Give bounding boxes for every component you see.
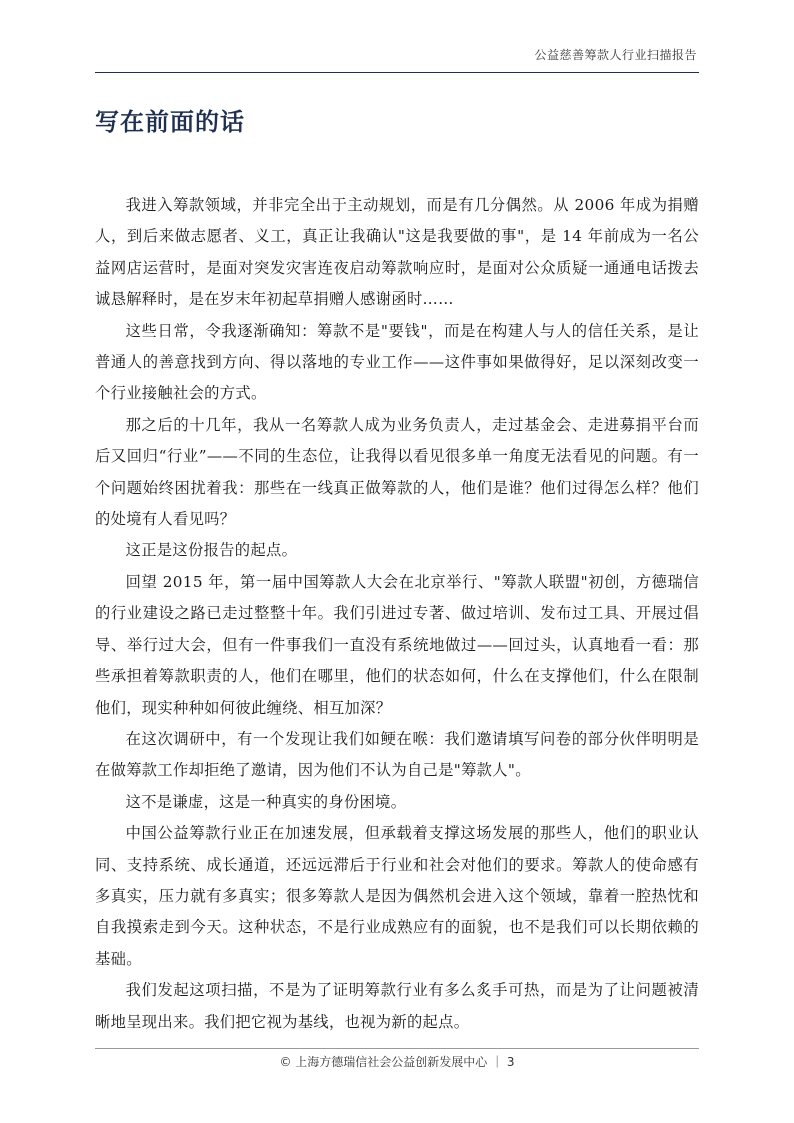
page-header: [95, 42, 699, 73]
paragraph-1: 我进入筹款领域，并非完全出于主动规划，而是有几分偶然。从 2006 年成为捐赠人，到后来做志愿者、义工，真正让我确认"这是我要做的事"，是 14 年前成为一名公益网店运营时，是面对突发灾害连夜启动筹款响应时，是面对公众质疑一通通电话拨去诚恳解释时，是在岁末年初起草捐赠人感谢函时……: [95, 196, 699, 309]
paragraph-2: 这些日常，令我逐渐确知：筹款不是"要钱"，而是在构建人与人的信任关系，是让普通人的善意找到方向、得以落地的专业工作——这件事如果做得好，足以深刻改变一个行业接触社会的方式。: [95, 321, 699, 403]
body-text: [95, 190, 699, 1038]
paragraph-9: 我们发起这项扫描，不是为了证明筹款行业有多么炙手可热，而是为了让问题被清晰地呈现出来。我们把它视为基线，也视为新的起点。: [95, 981, 699, 1031]
paragraph-7: 这不是谦虚，这是一种真实的身份困境。: [125, 792, 407, 811]
footer-text: © 上海方德瑞信社会公益创新发展中心 ｜ 3: [279, 1055, 515, 1069]
paragraph-5: 回望 2015 年，第一届中国筹款人大会在北京举行、"筹款人联盟"初创，方德瑞信的行业建设之路已走过整整十年。我们引进过专著、做过培训、发布过工具、开展过倡导、举行过大会，但有一件事我们一直没有系统地做过——回过头，认真地看一看：那些承担着筹款职责的人，他们在哪里，他们的状态如何，什么在支撑他们，什么在限制他们，现实种种如何彼此缠绕、相互加深？: [95, 572, 699, 717]
paragraph-6: 在这次调研中，有一个发现让我们如鲠在喉：我们邀请填写问卷的部分伙伴明明是在做筹款工作却拒绝了邀请，因为他们不认为自己是"筹款人"。: [95, 729, 699, 780]
header-title: 公益慈善筹款人行业扫描报告: [534, 48, 697, 62]
page-footer: [95, 1048, 699, 1070]
paragraph-3: 那之后的十几年，我从一名筹款人成为业务负责人，走过基金会、走进募捐平台而后又回归“行业”——不同的生态位，让我得以看见很多单一角度无法看见的问题。有一个问题始终困扰着我：那些在一线真正做筹款的人，他们是谁？他们过得怎么样？他们的处境有人看见吗？: [95, 415, 699, 529]
paragraph-8: 中国公益筹款行业正在加速发展，但承载着支撑这场发展的那些人，他们的职业认同、支持系统、成长通道，还远远滞后于行业和社会对他们的要求。筹款人的使命感有多真实，压力就有多真实；很多筹款人是因为偶然机会进入这个领域，靠着一腔热忱和自我摸索走到今天。这种状态，不是行业成熟应有的面貌，也不是我们可以长期依赖的基础。: [95, 824, 699, 968]
paragraph-4: 这正是这份报告的起点。: [125, 541, 298, 560]
page-title: 写在前面的话: [95, 108, 245, 136]
